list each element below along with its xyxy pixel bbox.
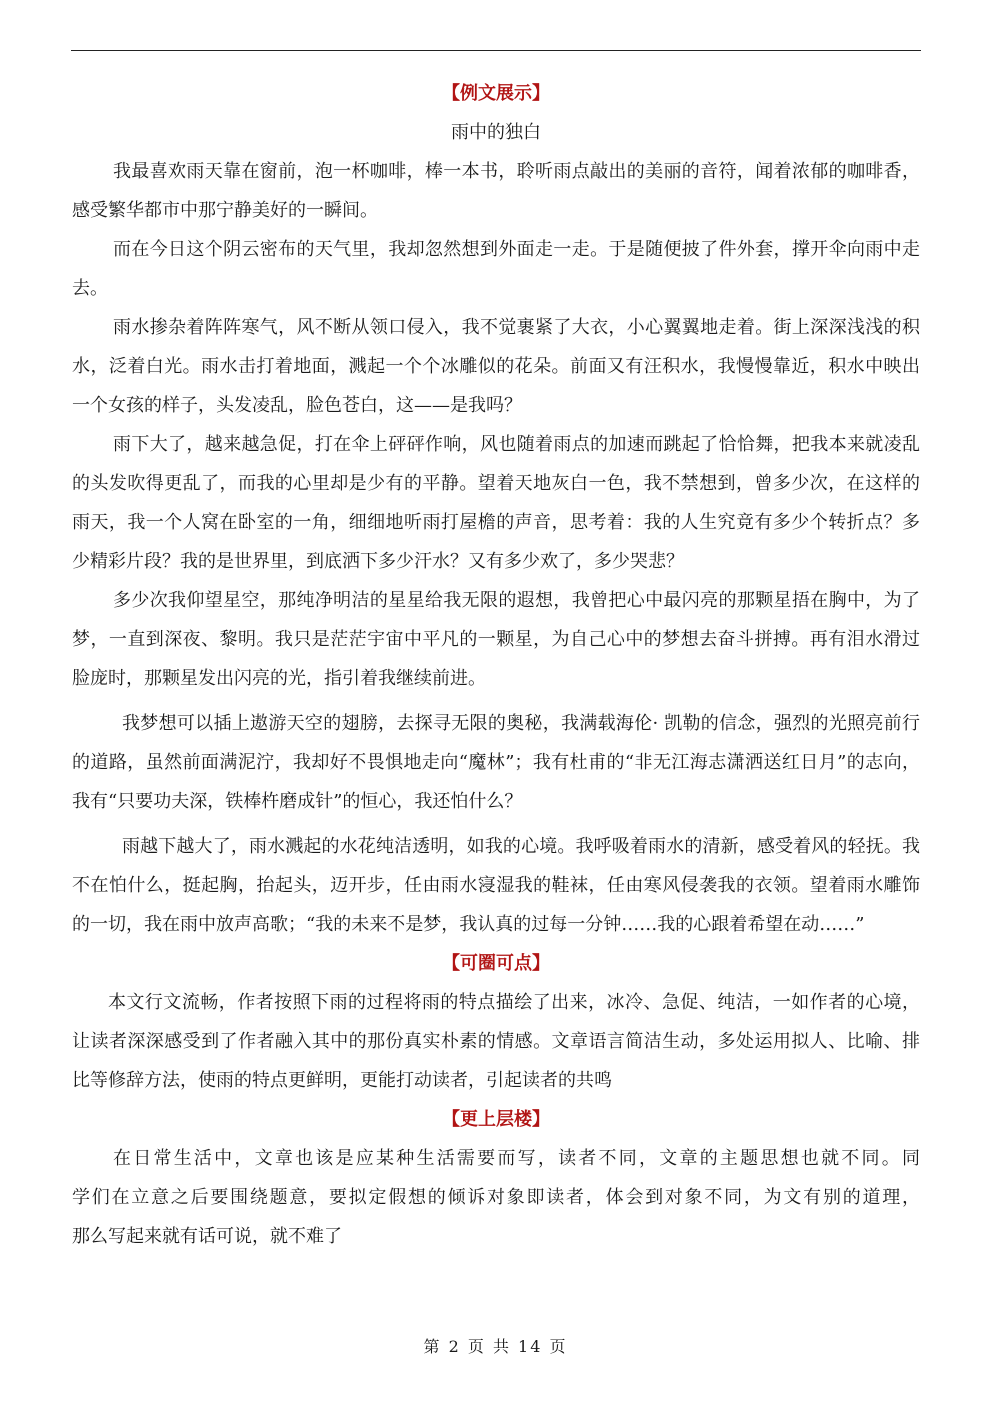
section-heading: 【例文展示】: [442, 83, 550, 104]
paragraph: [72, 308, 920, 425]
paragraph-line: 在日常生活中，文章也该是应某种生活需要而写，读者不同，文章的主题思想也就不同。同: [113, 1148, 920, 1169]
section-heading: 【更上层楼】: [442, 1109, 550, 1130]
paragraph: [72, 827, 920, 944]
paragraph-line: 雨下大了，越来越急促，打在伞上砰砰作响，风也随着雨点的加速而跳起了恰恰舞，把我本来就凌乱: [113, 434, 920, 455]
paragraph-line: 少精彩片段？我的是世界里，到底洒下多少汗水？又有多少欢了，多少哭悲？: [72, 551, 684, 572]
document-body: [72, 74, 920, 1256]
paragraph-line: 的一切，我在雨中放声高歌；“我的未来不是梦，我认真的过每一分钟……我的心跟着希望在动……”: [72, 914, 865, 935]
paragraph: [72, 425, 920, 581]
paragraph-line: 的道路，虽然前面满泥泞，我却好不畏惧地走向“魔林”；我有杜甫的“非无江海志潇洒送红日月”的志向，: [72, 752, 920, 773]
paragraph: [72, 983, 920, 1100]
header-rule: [71, 50, 921, 51]
paragraph-line: 多少次我仰望星空，那纯净明洁的星星给我无限的遐想，我曾把心中最闪亮的那颗星捂在胸中，为了: [113, 590, 920, 611]
paragraph-line: 脸庞时，那颗星发出闪亮的光，指引着我继续前进。: [72, 668, 486, 689]
paragraph-line: 我梦想可以插上遨游天空的翅膀，去探寻无限的奥秘，我满载海伦· 凯勒的信念，强烈的光照亮前行: [122, 713, 920, 734]
paragraph-line: 一个女孩的样子，头发凌乱，脸色苍白，这——是我吗？: [72, 395, 522, 416]
paragraph-line: 去。: [72, 278, 108, 299]
paragraph-line: 而在今日这个阴云密布的天气里，我却忽然想到外面走一走。于是随便披了件外套，撑开伞向雨中走: [113, 239, 920, 260]
paragraph-line: 学们在立意之后要围绕题意，要拟定假想的倾诉对象即读者，体会到对象不同，为文有别的道理，: [72, 1187, 920, 1208]
paragraph-line: 我有“只要功夫深，铁棒杵磨成针”的恒心，我还怕什么？: [72, 791, 523, 812]
paragraph-line: 那么写起来就有话可说，就不难了: [72, 1226, 342, 1247]
paragraph: [72, 581, 920, 698]
paragraph-line: 比等修辞方法，使雨的特点更鲜明，更能打动读者，引起读者的共鸣: [72, 1070, 612, 1091]
paragraph-line: 的头发吹得更乱了，而我的心里却是少有的平静。望着天地灰白一色，我不禁想到，曾多少次，在这样的: [72, 473, 920, 494]
paragraph-line: 我最喜欢雨天靠在窗前，泡一杯咖啡，棒一本书，聆听雨点敲出的美丽的音符，闻着浓郁的咖啡香，: [113, 161, 920, 182]
essay-title: 雨中的独白: [451, 122, 541, 143]
paragraph: [72, 230, 920, 308]
paragraph: [72, 704, 920, 821]
paragraph-line: 不在怕什么，挺起胸，抬起头，迈开步，任由雨水寖湿我的鞋袜，任由寒风侵袭我的衣领。望着雨水雕饰: [72, 875, 920, 896]
section-heading: 【可圈可点】: [442, 953, 550, 974]
paragraph-line: 感受繁华都市中那宁静美好的一瞬间。: [72, 200, 378, 221]
paragraph-line: 让读者深深感受到了作者融入其中的那份真实朴素的情感。文章语言简洁生动，多处运用拟人、比喻、排: [72, 1031, 920, 1052]
paragraph-line: 水，泛着白光。雨水击打着地面，溅起一个个冰雕似的花朵。前面又有汪积水，我慢慢靠近，积水中映出: [72, 356, 920, 377]
paragraph-line: 雨越下越大了，雨水溅起的水花纯洁透明，如我的心境。我呼吸着雨水的清新，感受着风的轻抚。我: [122, 836, 920, 857]
page-number: 第 2 页 共 14 页: [423, 1337, 568, 1356]
paragraph-line: 梦，一直到深夜、黎明。我只是茫茫宇宙中平凡的一颗星，为自己心中的梦想去奋斗拼搏。再有泪水滑过: [72, 629, 920, 650]
paragraph: [72, 152, 920, 230]
paragraph-line: 本文行文流畅，作者按照下雨的过程将雨的特点描绘了出来，冰冷、急促、纯洁，一如作者的心境，: [108, 992, 920, 1013]
paragraph: [72, 1139, 920, 1256]
paragraph-line: 雨天，我一个人窝在卧室的一角，细细地听雨打屋檐的声音，思考着：我的人生究竟有多少个转折点？多: [72, 512, 920, 533]
paragraph-line: 雨水掺杂着阵阵寒气，风不断从领口侵入，我不觉裹紧了大衣，小心翼翼地走着。街上深深浅浅的积: [113, 317, 920, 338]
